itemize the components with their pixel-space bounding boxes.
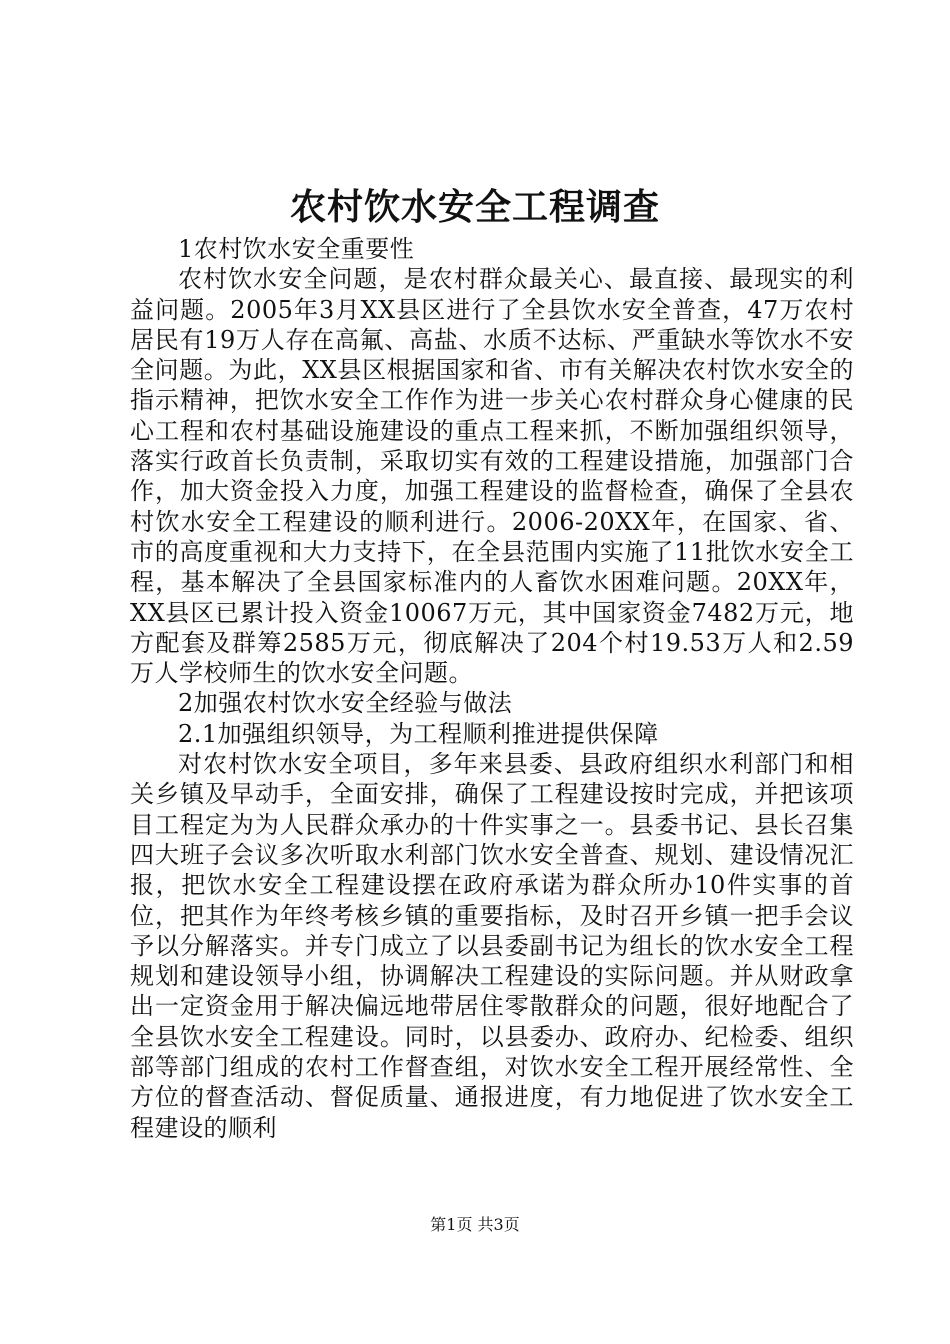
document-body xyxy=(130,234,854,1143)
paragraph-2: 对农村饮水安全项目，多年来县委、县政府组织水利部门和相关乡镇及早动手，全面安排，确保了工程建设按时完成，并把该项目工程定为为人民群众承办的十件实事之一。县委书记、县长召集四大班子会议多次听取水利部门饮水安全普查、规划、建设情况汇报，把饮水安全工程建设摆在政府承诺为群众所办10件实事的首位，把其作为年终考核乡镇的重要指标，及时召开乡镇一把手会议予以分解落实。并专门成立了以县委副书记为组长的饮水安全工程规划和建设领导小组，协调解决工程建设的实际问题。并从财政拿出一定资金用于解决偏远地带居住零散群众的问题，很好地配合了全县饮水安全工程建设。同时，以县委办、政府办、纪检委、组织部等部门组成的农村工作督查组，对饮水安全工程开展经常性、全方位的督查活动、督促质量、通报进度，有力地促进了饮水安全工程建设的顺利 xyxy=(130,750,854,1142)
page-title: 农村饮水安全工程调查 xyxy=(289,186,660,228)
section-heading-1: 1农村饮水安全重要性 xyxy=(178,235,415,263)
section-heading-2: 2加强农村饮水安全经验与做法 xyxy=(178,689,513,718)
page-footer: 第1页 共3页 xyxy=(430,1215,520,1234)
subsection-heading-2-1: 2.1加强组织领导，为工程顺利推进提供保障 xyxy=(178,719,659,748)
paragraph-1: 农村饮水安全问题，是农村群众最关心、最直接、最现实的利益问题。2005年3月XX县区进行了全县饮水安全普查，47万农村居民有19万人存在高氟、高盐、水质不达标、严重缺水等饮水不安全问题。为此，XX县区根据国家和省、市有关解决农村饮水安全的指示精神，把饮水安全工作作为进一步关心农村群众身心健康的民心工程和农村基础设施建设的重点工程来抓，不断加强组织领导，落实行政首长负责制，采取切实有效的工程建设措施，加强部门合作，加大资金投入力度，加强工程建设的监督检查，确保了全县农村饮水安全工程建设的顺利进行。2006-20XX年，在国家、省、市的高度重视和大力支持下，在全县范围内实施了11批饮水安全工程，基本解决了全县国家标准内的人畜饮水困难问题。20XX年，XX县区已累计投入资金10067万元，其中国家资金7482万元，地方配套及群筹2585万元，彻底解决了204个村19.53万人和2.59万人学校师生的饮水安全问题。 xyxy=(130,265,854,688)
